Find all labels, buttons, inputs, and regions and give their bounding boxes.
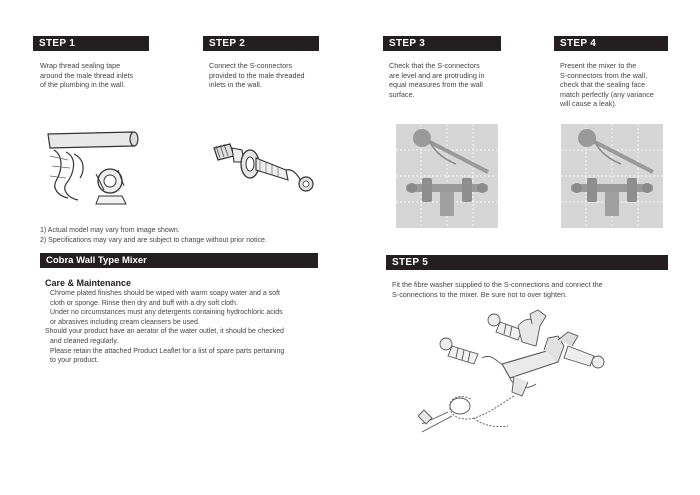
step-4-line: will cause a leak). xyxy=(560,99,617,109)
step-1-text xyxy=(40,61,133,90)
step-1-illustration xyxy=(44,126,144,208)
step-2-illustration xyxy=(208,134,320,194)
step-2-text xyxy=(209,61,305,90)
step-1-header: STEP 1 xyxy=(33,36,149,51)
care-line: and cleaned regularly. xyxy=(50,337,119,345)
step-5-line: S-connections to the mixer. Be sure not to over tighten. xyxy=(392,289,567,299)
product-title-bar: Cobra Wall Type Mixer xyxy=(40,253,318,268)
step-4-line: S-connectors from the wall, xyxy=(560,70,648,80)
step-5-line: Fit the fibre washer supplied to the S-connections and connect the xyxy=(392,280,603,289)
step-2-header: STEP 2 xyxy=(203,36,319,51)
step-5-header: STEP 5 xyxy=(386,255,668,270)
step-3-line: surface. xyxy=(389,89,415,99)
step-2-line: Connect the S-connectors xyxy=(209,61,293,70)
care-line: or abrasives including cream cleansers be used. xyxy=(50,318,200,326)
care-line: cloth or sponge. Rinse then dry and buff with a dry soft cloth. xyxy=(50,299,238,307)
note-line: 2) Specifications may vary and are subject to change without prior notice. xyxy=(40,236,267,244)
care-maintenance-title: Care & Maintenance xyxy=(45,278,132,288)
care-line: Should your product have an aerator of the water outlet, it should be checked xyxy=(45,328,284,336)
step-4-line: check that the sealing face xyxy=(560,80,646,90)
care-maintenance-body xyxy=(45,289,325,366)
step-3-header: STEP 3 xyxy=(383,36,501,51)
step-3-text xyxy=(389,61,485,99)
step-3-line: are level and are protruding in xyxy=(389,70,485,80)
step-1-line: Wrap thread sealing tape xyxy=(40,61,121,70)
step-3-line: Check that the S-connectors xyxy=(389,61,480,70)
step-5-text xyxy=(392,280,603,299)
step-3-line: equal measures from the wall xyxy=(389,80,483,90)
step-4-line: Present the mixer to the xyxy=(560,61,637,70)
step-4-text xyxy=(560,61,654,109)
step-3-illustration xyxy=(396,124,498,228)
care-line: Under no circumstances must any detergents containing hydrochloric acids xyxy=(50,309,283,317)
step-2-line: inlets in the wall. xyxy=(209,80,262,90)
note-line: 1) Actual model may vary from image shown. xyxy=(40,227,180,234)
step-1-line: of the plumbing in the wall. xyxy=(40,80,126,90)
step-4-header: STEP 4 xyxy=(554,36,668,51)
step-2-line: provided to the male threaded xyxy=(209,70,305,80)
disclaimer-notes xyxy=(40,226,267,245)
step-5-illustration xyxy=(418,306,614,436)
care-line: Please retain the attached Product Leaflet for a list of spare parts pertaining xyxy=(50,347,285,355)
step-1-line: around the male thread inlets xyxy=(40,70,134,80)
care-line: to your product. xyxy=(50,357,99,365)
step-4-line: match perfectly (any variance xyxy=(560,89,654,99)
step-4-illustration xyxy=(561,124,663,228)
care-line: Chrome plated finishes should be wiped with warm soapy water and a soft xyxy=(50,290,280,297)
